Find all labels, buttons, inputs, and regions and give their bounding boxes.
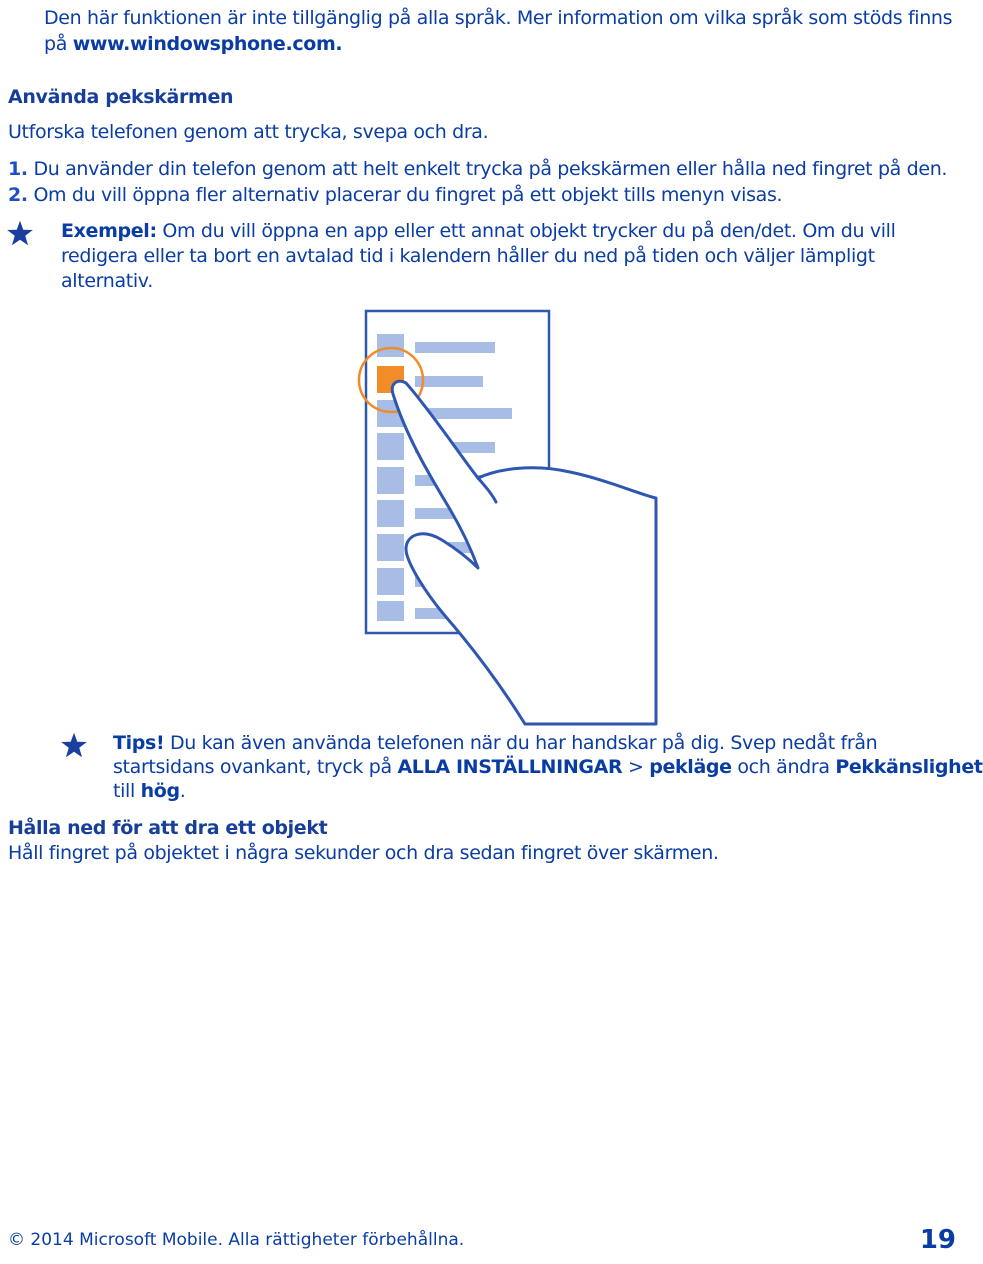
section-lead xyxy=(8,841,719,865)
example-label: Exempel: xyxy=(61,220,157,242)
step-1 xyxy=(8,157,947,181)
tips-text: till xyxy=(113,780,141,802)
copyright xyxy=(8,1229,464,1251)
section-heading-text: Hålla ned för att dra ett objekt xyxy=(8,817,328,839)
section-lead-text: Håll fingret på objektet i några sekunder och dra sedan fingret över skärmen. xyxy=(8,842,719,864)
section-lead xyxy=(8,120,488,144)
example-text: redigera eller ta bort en avtalad tid i kalendern håller du ned på tiden och väljer lämpligt xyxy=(61,245,875,267)
example-line-2 xyxy=(61,244,875,268)
section-lead-text: Utforska telefonen genom att trycka, svepa och dra. xyxy=(8,121,489,143)
section-heading-touchscreen xyxy=(8,85,233,109)
touch-mode-label: pekläge xyxy=(649,756,732,778)
example-text: Om du vill öppna en app eller ett annat objekt trycker du på den/det. Om du vill xyxy=(156,220,896,242)
tips-text: > xyxy=(622,756,650,778)
example-line-3 xyxy=(61,269,153,293)
tips-label: Tips! xyxy=(113,732,165,754)
step-2 xyxy=(8,183,782,207)
tips-text: och ändra xyxy=(731,756,836,778)
copyright-text: © 2014 Microsoft Mobile. Alla rättigheter förbehållna. xyxy=(8,1230,465,1250)
windowsphone-link[interactable]: www.windowsphone.com. xyxy=(72,33,343,55)
tips-text: . xyxy=(179,780,186,802)
star-icon xyxy=(60,731,88,759)
section-heading-drag xyxy=(8,816,327,840)
all-settings-label: ALLA INSTÄLLNINGAR xyxy=(397,756,623,778)
intro-text: Den här funktionen är inte tillgänglig på alla språk. Mer information om vilka språk som stöds finns xyxy=(44,7,953,29)
touch-illustration xyxy=(360,304,700,704)
intro-prefix: på xyxy=(44,33,73,55)
example-line-1 xyxy=(61,219,896,243)
tips-line-2 xyxy=(113,755,983,779)
tips-line-1 xyxy=(113,731,877,755)
intro-line-2 xyxy=(44,32,342,56)
star-icon xyxy=(6,219,34,247)
section-heading-text: Använda pekskärmen xyxy=(8,86,234,108)
step-text: Du använder din telefon genom att helt enkelt trycka på pekskärmen eller hålla ned fingret på den. xyxy=(27,158,948,180)
page-number: 19 xyxy=(919,1225,956,1255)
example-text: alternativ. xyxy=(61,270,153,292)
step-text: Om du vill öppna fler alternativ placerar du fingret på ett objekt tills menyn visas. xyxy=(27,184,783,206)
tips-text: startsidans ovankant, tryck på xyxy=(113,756,398,778)
tips-text: Du kan även använda telefonen när du har handskar på dig. Svep nedåt från xyxy=(164,732,878,754)
touch-sensitivity-label: Pekkänslighet xyxy=(835,756,983,778)
intro-line-1 xyxy=(44,6,952,30)
tips-line-3 xyxy=(113,779,185,803)
step-number: 2. xyxy=(8,184,28,206)
step-number: 1. xyxy=(8,158,28,180)
high-label: hög xyxy=(140,780,180,802)
